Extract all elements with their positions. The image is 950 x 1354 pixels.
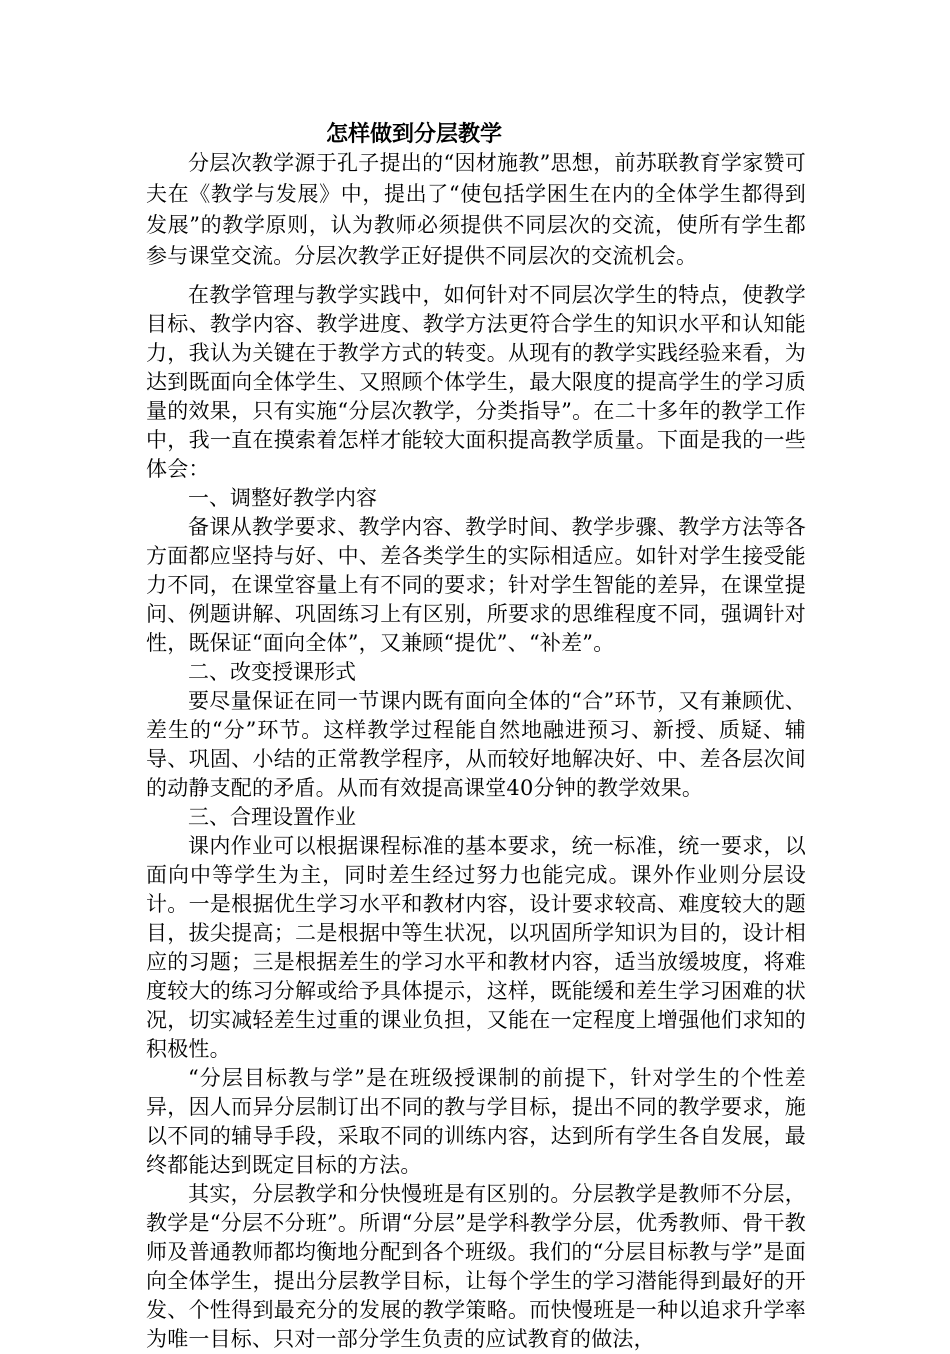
section-heading-content: 一、调整好教学内容	[188, 486, 377, 510]
document-title: 怎样做到分层教学	[326, 121, 503, 147]
section-heading-format: 二、改变授课形式	[188, 660, 356, 684]
document-page	[146, 120, 806, 1354]
paragraph-format: 要尽量保证在同一节课内既有面向全体的“合”环节，又有兼顾优、差生的“分”环节。这样教学过程能自然地融进预习、新授、质疑、辅导、巩固、小结的正常教学程序，从而较好地解决好、中、差各层次间的动静支配的矛盾。从而有效提高课堂40分钟的教学效果。	[146, 689, 806, 800]
paragraph-content: 备课从教学要求、教学内容、教学时间、教学步骤、教学方法等各方面都应坚持与好、中、差各类学生的实际相适应。如针对学生接受能力不同，在课堂容量上有不同的要求；针对学生智能的差异，在课堂提问、例题讲解、巩固练习上有区别，所要求的思维程度不同，强调针对性，既保证“面向全体”，又兼顾“提优”、“补差”。	[146, 515, 806, 655]
paragraph-difference: 其实，分层教学和分快慢班是有区别的。分层教学是教师不分层，教学是“分层不分班”。所谓“分层”是学科教学分层，优秀教师、骨干教师及普通教师都均衡地分配到各个班级。我们的“分层目标教与学”是面向全体学生，提出分层教学目标，让每个学生的学习潜能得到最好的开发、个性得到最充分的发展的教学策略。而快慢班是一种以追求升学率为唯一目标、只对一部分学生负责的应试教育的做法，	[146, 1182, 806, 1351]
paragraph-homework: 课内作业可以根据课程标准的基本要求，统一标准，统一要求，以面向中等学生为主，同时差生经过努力也能完成。课外作业则分层设计。一是根据优生学习水平和教材内容，设计要求较高、难度较大的题目，拔尖提高；二是根据中等生状况，以巩固所学知识为目的，设计相应的习题；三是根据差生的学习水平和教材内容，适当放缓坡度，将难度较大的练习分解或给予具体提示，这样，既能缓和差生学习困难的状况，切实减轻差生过重的课业负担，又能在一定程度上增强他们求知的积极性。	[146, 834, 806, 1061]
paragraph-layered-goals: “分层目标教与学”是在班级授课制的前提下，针对学生的个性差异，因人而异分层制订出不同的教与学目标，提出不同的教学要求，施以不同的辅导手段，采取不同的训练内容，达到所有学生各自发展，最终都能达到既定目标的方法。	[146, 1066, 806, 1177]
section-heading-homework: 三、合理设置作业	[188, 805, 356, 829]
paragraph-practice: 在教学管理与教学实践中，如何针对不同层次学生的特点，使教学目标、教学内容、教学进度、教学方法更符合学生的知识水平和认知能力，我认为关键在于教学方式的转变。从现有的教学实践经验来看，为达到既面向全体学生、又照顾个体学生，最大限度的提高学生的学习质量的效果，只有实施“分层次教学，分类指导”。在二十多年的教学工作中，我一直在摸索着怎样才能较大面积提高教学质量。下面是我的一些体会：	[146, 283, 806, 481]
paragraph-intro: 分层次教学源于孔子提出的“因材施教”思想，前苏联教育学家赞可夫在《教学与发展》中，提出了“使包括学困生在内的全体学生都得到发展”的教学原则，认为教师必须提供不同层次的交流，使所有学生都参与课堂交流。分层次教学正好提供不同层次的交流机会。	[146, 151, 806, 268]
